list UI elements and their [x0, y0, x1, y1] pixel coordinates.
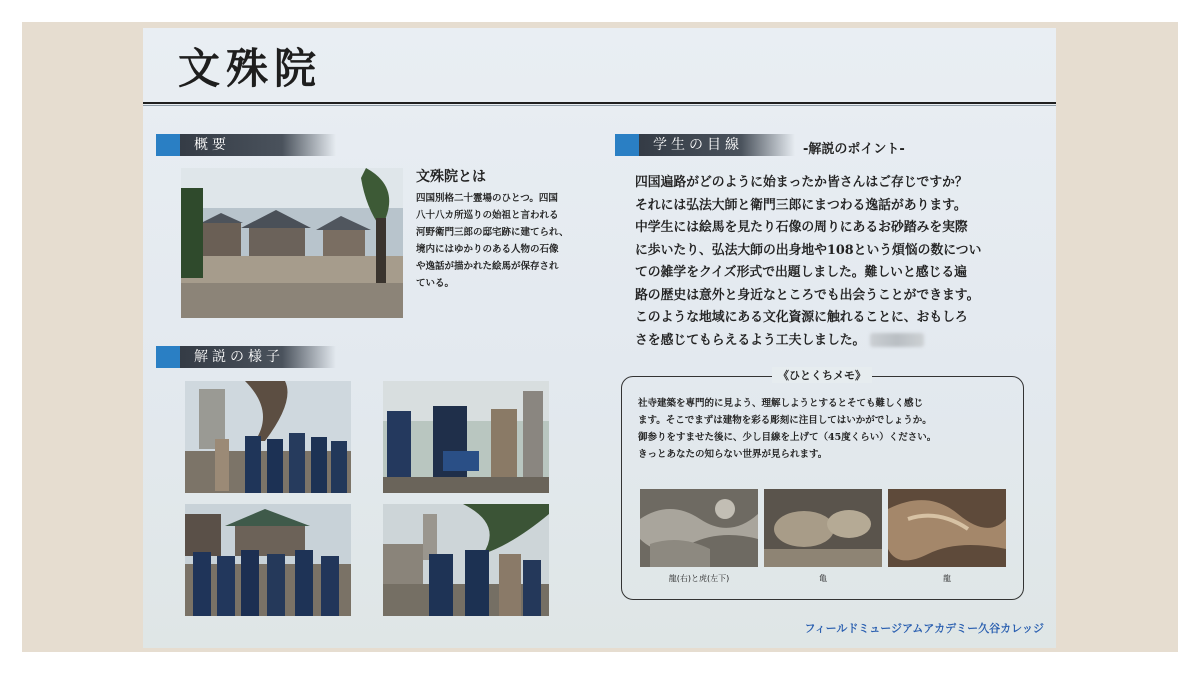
overview-line: 境内にはゆかりのある人物の石像: [416, 244, 559, 255]
scene-photo-4: [383, 504, 549, 616]
page-title: 文殊院: [178, 44, 323, 93]
brochure-page: [143, 28, 1056, 648]
carving-caption-3: 龍: [943, 574, 951, 583]
student-subtitle: -解説のポイント-: [803, 142, 905, 157]
memo-line: ます。そこでまずは建物を彩る彫刻に注目してはいかがでしょうか。: [638, 415, 932, 426]
overview-line: 八十八カ所巡りの始祖と言われる: [416, 210, 559, 221]
memo-text: [638, 395, 1013, 463]
carving-photo-3: [888, 489, 1006, 567]
student-line: 路の歴史は意外と身近なところでも出会うことができます。: [635, 287, 980, 303]
carving-photo-1: [640, 489, 758, 567]
scene-photo-2: [383, 381, 549, 493]
overview-line: 四国別格二十霊場のひとつ。四国: [416, 193, 558, 204]
carving-caption-1: 龍(右)と虎(左下): [668, 574, 730, 583]
redacted-name: [870, 333, 924, 347]
footer-text: フィールドミュージアムアカデミー久谷カレッジ: [804, 622, 1044, 635]
memo-title: 《ひとくちメモ》: [772, 367, 872, 383]
overview-band: 概要: [156, 134, 336, 156]
overview-subheading: 文殊院とは: [416, 169, 486, 185]
temple-photo: [181, 168, 403, 318]
scenes-band: 解説の様子: [156, 346, 336, 368]
memo-line: 御参りをすませた後に、少し目線を上げて（45度くらい）ください。: [638, 432, 937, 443]
memo-line: 社寺建築を専門的に見よう、理解しようとするとそても難しく感じ: [638, 398, 924, 409]
student-line: このような地域にある文化資源に触れることに、おもしろ: [635, 310, 968, 325]
scene-photo-3: [185, 504, 351, 616]
student-line-last: [635, 330, 1035, 353]
carving-photo-2: [764, 489, 882, 567]
student-line: 中学生には絵馬を見たり石像の周りにあるお砂踏みを実際: [635, 220, 968, 235]
student-line: 四国遍路がどのように始まったか皆さんはご存じですか？: [635, 175, 968, 190]
carving-caption-2: 亀: [819, 574, 827, 583]
scene-photo-1: [185, 381, 351, 493]
memo-line: きっとあなたの知らない世界が見られます。: [638, 449, 828, 460]
title-rule-thin: [143, 105, 1056, 106]
student-line: に歩いたり、弘法大師の出身地や108という煩悩の数につい: [635, 242, 982, 258]
overview-line: 河野衛門三郎の邸宅跡に建てられ、: [416, 227, 569, 238]
student-text: [635, 172, 1035, 352]
overview-text: [416, 190, 601, 292]
student-line: さを感じてもらえるよう工夫しました。: [635, 332, 866, 348]
memo-box: [621, 369, 1024, 600]
overview-line: や逸話が描かれた絵馬が保存され: [416, 261, 559, 272]
title-rule: [143, 102, 1056, 104]
student-band: 学生の目線: [615, 134, 795, 156]
student-line: ての雑学をクイズ形式で出題しました。難しいと感じる遍: [635, 265, 967, 280]
student-line: それには弘法大師と衛門三郎にまつわる逸話があります。: [635, 197, 967, 213]
overview-line: ている。: [416, 278, 455, 289]
